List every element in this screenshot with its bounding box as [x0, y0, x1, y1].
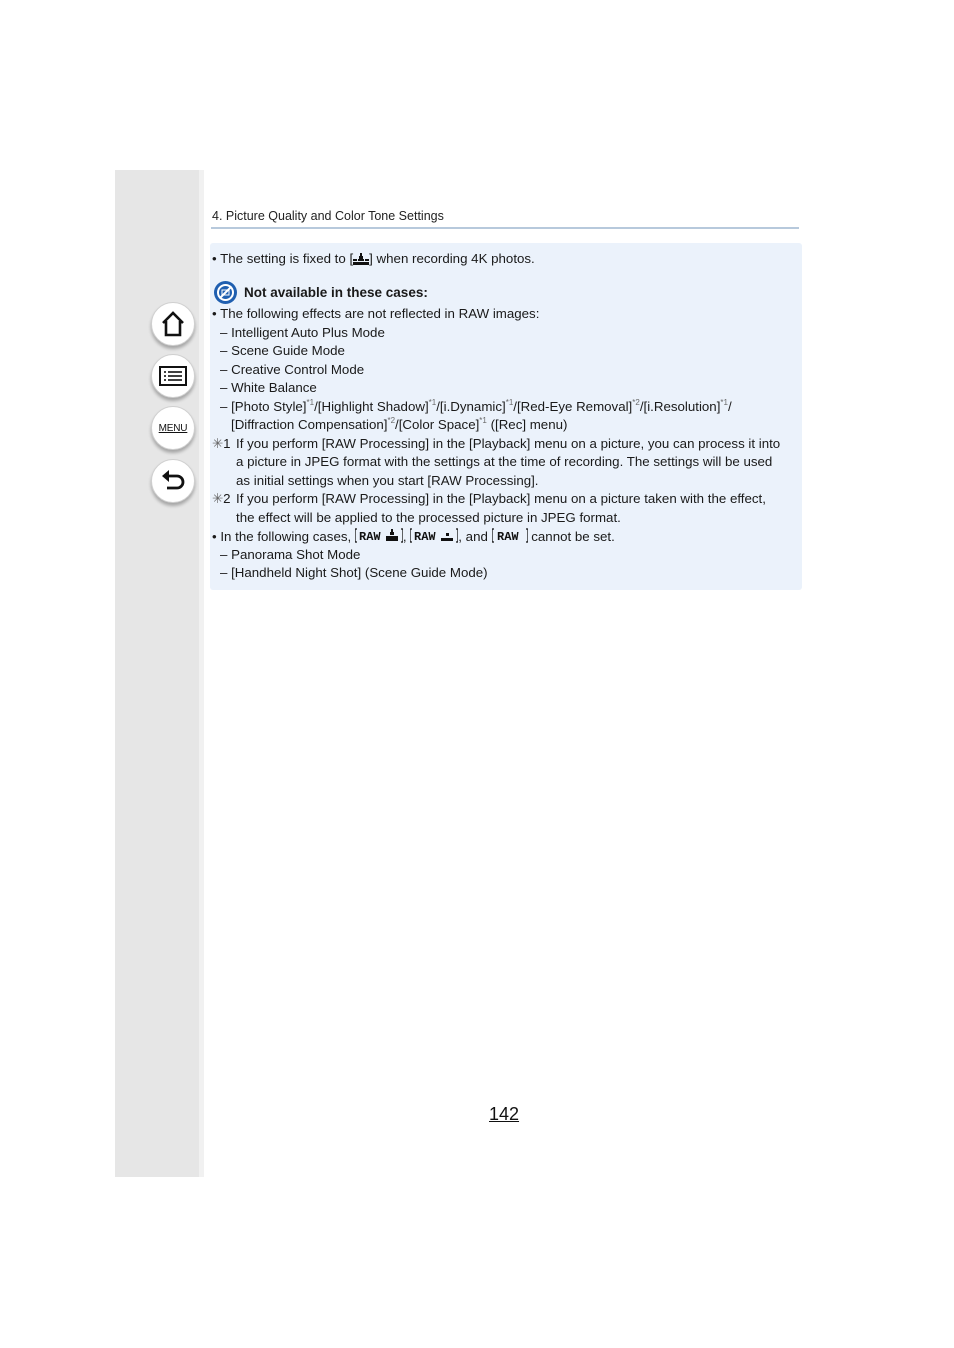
note-text-prefix: The setting is fixed to [ — [220, 251, 354, 266]
footnote-2-marker: ✳2 — [212, 491, 231, 506]
mode-item: White Balance — [231, 380, 317, 395]
list-icon — [158, 364, 188, 388]
table-of-contents-button[interactable] — [151, 354, 195, 398]
footnote-text: If you perform [RAW Processing] in the [Playback] menu on a picture taken with the effect, — [236, 491, 766, 506]
back-button[interactable] — [151, 459, 195, 503]
mode-item: Scene Guide Mode — [231, 343, 345, 358]
footnote-ref: *1 — [479, 416, 487, 425]
list-item: – Creative Control Mode — [220, 362, 365, 377]
mode-item: Intelligent Auto Plus Mode — [231, 325, 385, 340]
chapter-title: 4. Picture Quality and Color Tone Settings — [212, 209, 444, 223]
footnote-text: the effect will be applied to the processed picture in JPEG format. — [236, 510, 621, 525]
footnote-ref: *2 — [387, 416, 396, 425]
mode-item: Creative Control Mode — [231, 362, 365, 377]
list-item: – Panorama Shot Mode — [220, 547, 361, 562]
note-text-suffix: ] when recording 4K photos. — [369, 251, 535, 266]
fixed-quality-note — [212, 251, 535, 267]
separator: , and — [458, 529, 492, 544]
bullet: • — [212, 251, 217, 266]
page-number: 142 — [489, 1104, 520, 1124]
separator: / — [727, 399, 732, 414]
setting-name: /[Highlight Shadow] — [314, 399, 429, 414]
menu-label: MENU — [158, 422, 188, 434]
footnote-text: a picture in JPEG format with the settings at the time of recording. The settings will be used — [236, 454, 773, 469]
header-divider — [211, 227, 799, 229]
case-item: [Handheld Night Shot] (Scene Guide Mode) — [231, 565, 488, 580]
settings-list-line-2 — [231, 417, 567, 435]
prohibited-icon — [213, 280, 238, 305]
raw-label: RAW — [496, 530, 519, 543]
quality-fine-icon — [353, 253, 369, 265]
home-icon — [159, 310, 187, 338]
footnote-ref: *1 — [428, 398, 437, 407]
setting-name: /[i.Resolution] — [639, 399, 721, 414]
footnote-text: as initial settings when you start [RAW Processing]. — [236, 473, 539, 488]
footnote-ref: *2 — [632, 398, 640, 407]
setting-name: /[i.Dynamic] — [436, 399, 506, 414]
setting-name: [Diffraction Compensation] — [231, 417, 388, 432]
setting-name: [Photo Style] — [231, 399, 307, 414]
not-available-title: Not available in these cases: — [244, 285, 428, 300]
cases-prefix: In the following cases, — [220, 529, 355, 544]
menu-button[interactable] — [151, 406, 195, 450]
menu-reference: ([Rec] menu) — [486, 417, 568, 432]
list-item: – [Handheld Night Shot] (Scene Guide Mode) — [220, 565, 488, 580]
footnote-ref-number: 1 — [309, 398, 315, 407]
footnote-1-marker: ✳1 — [212, 436, 231, 451]
case-item: Panorama Shot Mode — [231, 547, 361, 562]
back-arrow-icon — [159, 467, 187, 495]
sidebar-edge — [199, 170, 204, 1177]
footnote-ref-number: 1 — [482, 416, 487, 425]
cases-suffix: cannot be set. — [527, 529, 615, 544]
footnote-ref: *1 — [720, 398, 728, 407]
footnote-ref-number: 1 — [723, 398, 728, 407]
list-item: – Scene Guide Mode — [220, 343, 345, 358]
footnote-ref-number: 1 — [508, 398, 514, 407]
list-item: – Intelligent Auto Plus Mode — [220, 325, 385, 340]
footnote-number: 2 — [223, 491, 231, 506]
list-item: – White Balance — [220, 380, 317, 395]
footnote-ref: *1 — [505, 398, 514, 407]
footnote-number: 1 — [223, 436, 231, 451]
home-button[interactable] — [151, 302, 195, 346]
raw-only-icon — [492, 528, 528, 543]
footnote-ref: *1 — [306, 398, 315, 407]
effects-intro-text: The following effects are not reflected in RAW images: — [220, 306, 540, 321]
separator: , — [402, 529, 411, 544]
effects-intro: • The following effects are not reflected in RAW images: — [212, 306, 540, 321]
raw-standard-icon — [410, 528, 458, 543]
setting-name: /[Red-Eye Removal] — [513, 399, 633, 414]
raw-fine-icon — [355, 528, 403, 543]
raw-cases-line: • In the following cases, RAW , RAW , and RAW cannot be set. — [212, 529, 615, 544]
footnote-ref-number: 1 — [431, 398, 437, 407]
footnote-ref-number: 2 — [635, 398, 640, 407]
raw-label: RAW — [358, 530, 381, 543]
footnote-text: If you perform [RAW Processing] in the [Playback] menu on a picture, you can process it into — [236, 436, 781, 451]
footnote-ref-number: 2 — [390, 416, 396, 425]
setting-name: /[Color Space] — [395, 417, 480, 432]
settings-list-line-1: – [Photo Style]$^{*1}$/[Highlight Shadow]$^{*1}$/[i.Dynamic]$^{*1}$/[Red-Eye Removal]$^{*2}$/[i.Resolution]$^{*1}$/ — [220, 398, 732, 414]
raw-label: RAW — [414, 530, 436, 543]
